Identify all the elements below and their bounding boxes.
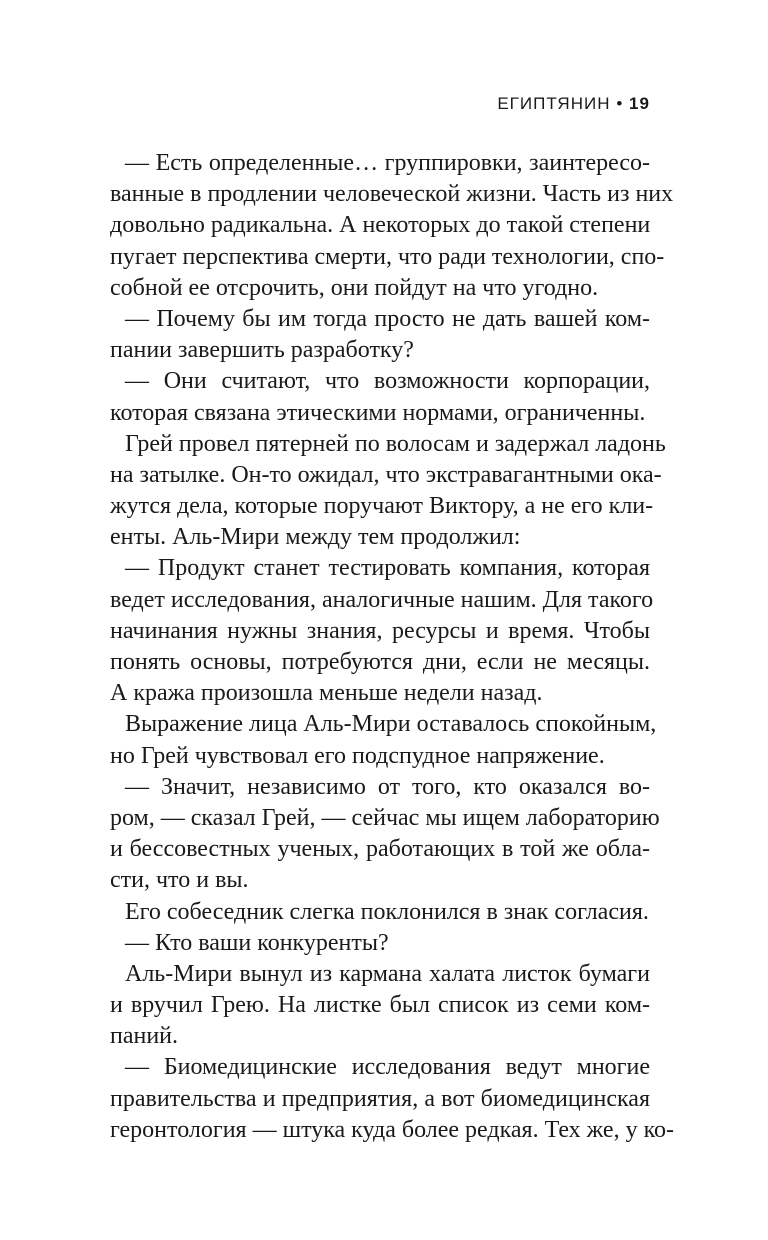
text-line: на затылке. Он-то ожидал, что экстравагантными ока-: [110, 461, 662, 488]
text-line: — Биомедицинские исследования ведут многие: [125, 1054, 650, 1081]
page-number: 19: [629, 94, 650, 113]
text-line: но Грей чувствовал его подспудное напряжение.: [110, 742, 605, 769]
text-line: жутся дела, которые поручают Виктору, а не его кли-: [110, 493, 654, 520]
text-line: геронтология — штука куда более редкая. Тех же, у ко-: [110, 1116, 674, 1143]
text-line: которая связана этическими нормами, ограниченны.: [110, 399, 646, 426]
text-line: Аль-Мири вынул из кармана халата листок бумаги: [125, 960, 650, 987]
text-line: понять основы, потребуются дни, если не месяцы.: [110, 649, 650, 675]
text-line: Его собеседник слегка поклонился в знак согласия.: [125, 898, 649, 925]
text-line: пании завершить разработку?: [110, 337, 414, 364]
text-line: — Кто ваши конкуренты?: [125, 929, 389, 956]
text-line: собной ее отсрочить, они пойдут на что угодно.: [110, 274, 599, 301]
text-line: — Есть определенные… группировки, заинтересо-: [125, 150, 650, 176]
running-title: ЕГИПТЯНИН: [497, 94, 611, 113]
text-line: пугает перспектива смерти, что ради технологии, спо-: [110, 243, 665, 270]
text-line: и вручил Грею. На листке был список из семи ком-: [110, 992, 650, 1019]
text-line: — Почему бы им тогда просто не дать вашей ком-: [125, 305, 650, 332]
text-line: — Они считают, что возможности корпорации,: [125, 368, 650, 395]
text-line: паний.: [110, 1023, 179, 1050]
text-line: Грей провел пятерней по волосам и задержал ладонь: [125, 430, 666, 457]
running-header: [110, 94, 650, 114]
text-line: — Значит, независимо от того, кто оказался во-: [125, 773, 650, 800]
header-separator: •: [616, 94, 624, 113]
text-line: А кража произошла меньше недели назад.: [110, 680, 543, 707]
text-line: правительства и предприятия, а вот биомедицинская: [110, 1085, 650, 1112]
text-line: енты. Аль-Мири между тем продолжил:: [110, 524, 521, 551]
text-line: и бессовестных ученых, работающих в той же обла-: [110, 836, 650, 863]
text-line: ведет исследования, аналогичные нашим. Для такого: [110, 586, 654, 613]
text-line: ром, — сказал Грей, — сейчас мы ищем лабораторию: [110, 804, 660, 831]
text-line: ванные в продлении человеческой жизни. Часть из них: [110, 181, 674, 208]
body-text: [110, 148, 674, 1146]
text-line: довольно радикальна. А некоторых до такой степени: [110, 212, 651, 239]
text-line: — Продукт станет тестировать компания, которая: [125, 555, 650, 582]
text-line: начинания нужны знания, ресурсы и время. Чтобы: [110, 617, 650, 644]
text-line: сти, что и вы.: [110, 867, 249, 894]
text-line: Выражение лица Аль-Мири оставалось спокойным,: [125, 711, 657, 738]
